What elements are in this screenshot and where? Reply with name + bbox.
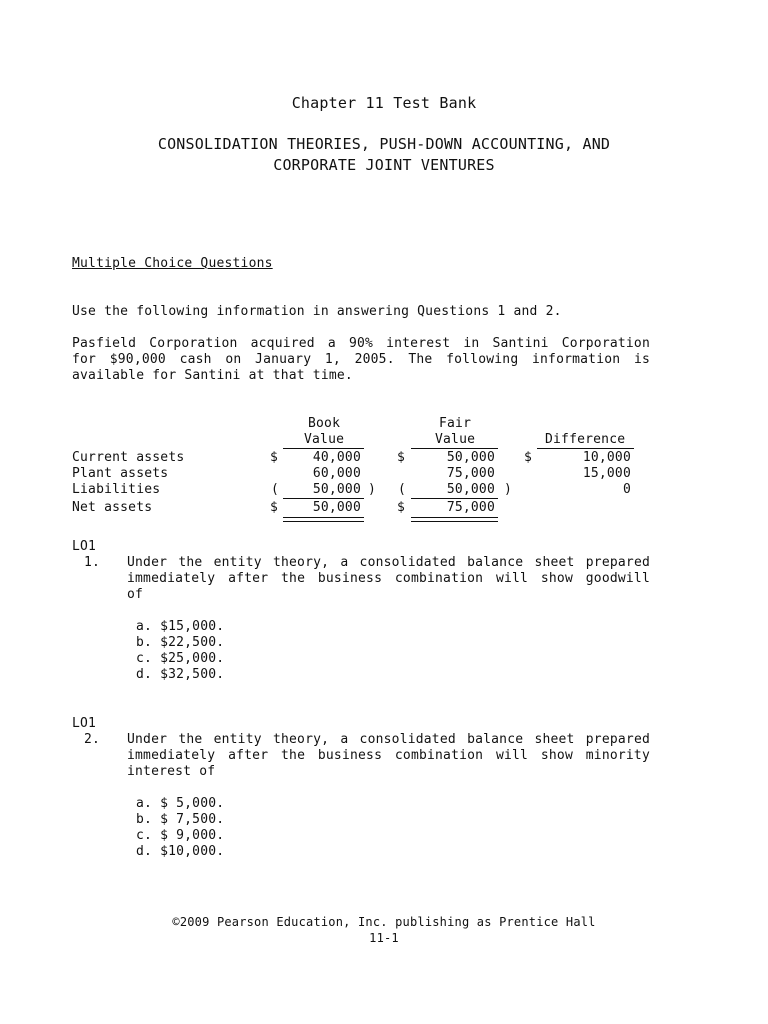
header-underline-book bbox=[283, 448, 364, 449]
chapter-title: Chapter 11 Test Bank bbox=[291, 94, 477, 112]
answer-option-c: c. $ 9,000. bbox=[136, 828, 225, 843]
row-label-liabilities: Liabilities bbox=[72, 482, 161, 497]
answer-option-c: c. $25,000. bbox=[136, 651, 225, 666]
answer-option-b: b. $22,500. bbox=[136, 635, 225, 650]
footer-copyright: ©2009 Pearson Education, Inc. publishing as Prentice Hall bbox=[172, 915, 596, 929]
question-number: 1. bbox=[84, 555, 101, 570]
cell-book-value: 50,000 bbox=[312, 482, 361, 497]
cell-fair-value: 75,000 bbox=[446, 500, 495, 515]
total-double-underline-fair bbox=[411, 517, 498, 522]
section-heading: Multiple Choice Questions bbox=[72, 256, 273, 271]
page-number: 11-1 bbox=[369, 931, 399, 945]
question-stem-line: Under the entity theory, a consolidated balance sheet prepared bbox=[127, 555, 650, 570]
dollar-sign: $ bbox=[397, 450, 406, 465]
dollar-sign: $ bbox=[524, 450, 533, 465]
paragraph-line-3: available for Santini at that time. bbox=[72, 368, 353, 383]
answer-option-d: d. $10,000. bbox=[136, 844, 225, 859]
open-paren: ( bbox=[398, 482, 407, 497]
question-stem-line: interest of bbox=[127, 764, 216, 779]
subtotal-underline-book bbox=[283, 498, 364, 499]
row-label-net-assets: Net assets bbox=[72, 500, 153, 515]
document-subtitle-line2: CORPORATE JOINT VENTURES bbox=[273, 156, 495, 174]
paragraph-line-2: for $90,000 cash on January 1, 2005. The following information is bbox=[72, 352, 650, 367]
subtotal-underline-fair bbox=[411, 498, 498, 499]
row-label-plant-assets: Plant assets bbox=[72, 466, 169, 481]
question-stem-line: of bbox=[127, 587, 144, 602]
question-stem-line: immediately after the business combination will show goodwill bbox=[127, 571, 650, 586]
question-number: 2. bbox=[84, 732, 101, 747]
intro-text: Use the following information in answering Questions 1 and 2. bbox=[72, 304, 562, 319]
learning-objective-tag: LO1 bbox=[72, 539, 97, 554]
row-label-current-assets: Current assets bbox=[72, 450, 185, 465]
question-stem-line: Under the entity theory, a consolidated balance sheet prepared bbox=[127, 732, 650, 747]
cell-book-value: 40,000 bbox=[312, 450, 361, 465]
total-double-underline-book bbox=[283, 517, 364, 522]
answer-option-a: a. $ 5,000. bbox=[136, 796, 225, 811]
cell-difference: 0 bbox=[622, 482, 631, 497]
question-stem-line: immediately after the business combination will show minority bbox=[127, 748, 650, 763]
cell-difference: 10,000 bbox=[582, 450, 631, 465]
document-subtitle-line1: CONSOLIDATION THEORIES, PUSH-DOWN ACCOUNTING, AND bbox=[157, 135, 611, 153]
header-difference: Difference bbox=[545, 432, 626, 447]
cell-book-value: 50,000 bbox=[312, 500, 361, 515]
header-fair-value: Value bbox=[435, 432, 476, 447]
cell-book-value: 60,000 bbox=[312, 466, 361, 481]
cell-difference: 15,000 bbox=[582, 466, 631, 481]
header-underline-fair bbox=[411, 448, 498, 449]
paragraph-line-1: Pasfield Corporation acquired a 90% interest in Santini Corporation bbox=[72, 336, 650, 351]
dollar-sign: $ bbox=[270, 500, 279, 515]
cell-fair-value: 50,000 bbox=[446, 482, 495, 497]
cell-fair-value: 50,000 bbox=[446, 450, 495, 465]
dollar-sign: $ bbox=[397, 500, 406, 515]
answer-option-a: a. $15,000. bbox=[136, 619, 225, 634]
header-book-value: Value bbox=[304, 432, 345, 447]
header-underline-diff bbox=[537, 448, 634, 449]
cell-fair-value: 75,000 bbox=[446, 466, 495, 481]
answer-option-d: d. $32,500. bbox=[136, 667, 225, 682]
header-book: Book bbox=[308, 416, 341, 431]
dollar-sign: $ bbox=[270, 450, 279, 465]
close-paren: ) bbox=[368, 482, 377, 497]
close-paren: ) bbox=[504, 482, 513, 497]
header-fair: Fair bbox=[439, 416, 472, 431]
learning-objective-tag: LO1 bbox=[72, 716, 97, 731]
open-paren: ( bbox=[271, 482, 280, 497]
answer-option-b: b. $ 7,500. bbox=[136, 812, 225, 827]
